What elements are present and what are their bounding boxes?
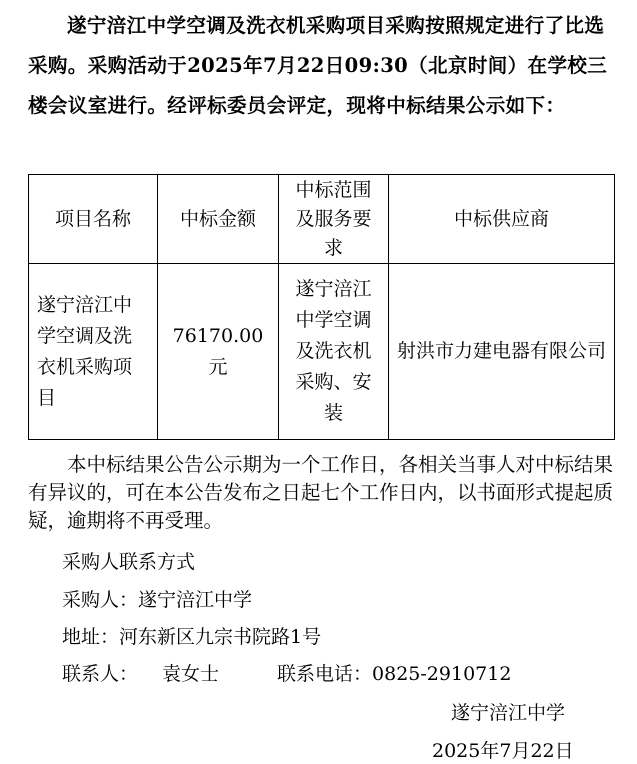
cell-supplier: 射洪市力建电器有限公司 [389, 264, 615, 440]
contact-phone: 联系电话：0825-2910712 [277, 663, 512, 685]
table-header-row [29, 175, 615, 264]
contact-person-value: 袁女士 [162, 663, 220, 685]
header-amount: 中标金额 [158, 175, 279, 264]
intro-paragraph: 遂宁涪江中学空调及洗衣机采购项目采购按照规定进行了比选采购。采购活动于2025年7月22日09:30（北京时间）在学校三楼会议室进行。经评标委员会评定，现将中标结果公示如下： [28, 14, 608, 117]
contact-person-label: 联系人： [62, 663, 139, 685]
contact-person-row [62, 659, 511, 686]
contact-title: 采购人联系方式 [62, 551, 196, 573]
cell-amount: 76170.00元 [158, 264, 279, 440]
signature-org: 遂宁涪江中学 [451, 702, 566, 724]
header-supplier: 中标供应商 [389, 175, 615, 264]
award-result-table [28, 174, 615, 440]
table-row [29, 264, 615, 440]
header-scope: 中标范围及服务要求 [279, 175, 389, 264]
signature-date: 2025年7月22日 [432, 740, 574, 762]
purchaser-line: 采购人：遂宁涪江中学 [62, 589, 253, 611]
address-line: 地址：河东新区九宗书院路1号 [62, 626, 322, 648]
header-project-name: 项目名称 [29, 175, 158, 264]
cell-project-name: 遂宁涪江中学空调及洗衣机采购项目 [29, 264, 158, 440]
cell-scope: 遂宁涪江中学空调及洗衣机采购、安装 [279, 264, 389, 440]
objection-notice: 本中标结果公告公示期为一个工作日，各相关当事人对中标结果有异议的，可在本公告发布之日起七个工作日内，以书面形式提起质疑，逾期将不再受理。 [28, 453, 614, 532]
